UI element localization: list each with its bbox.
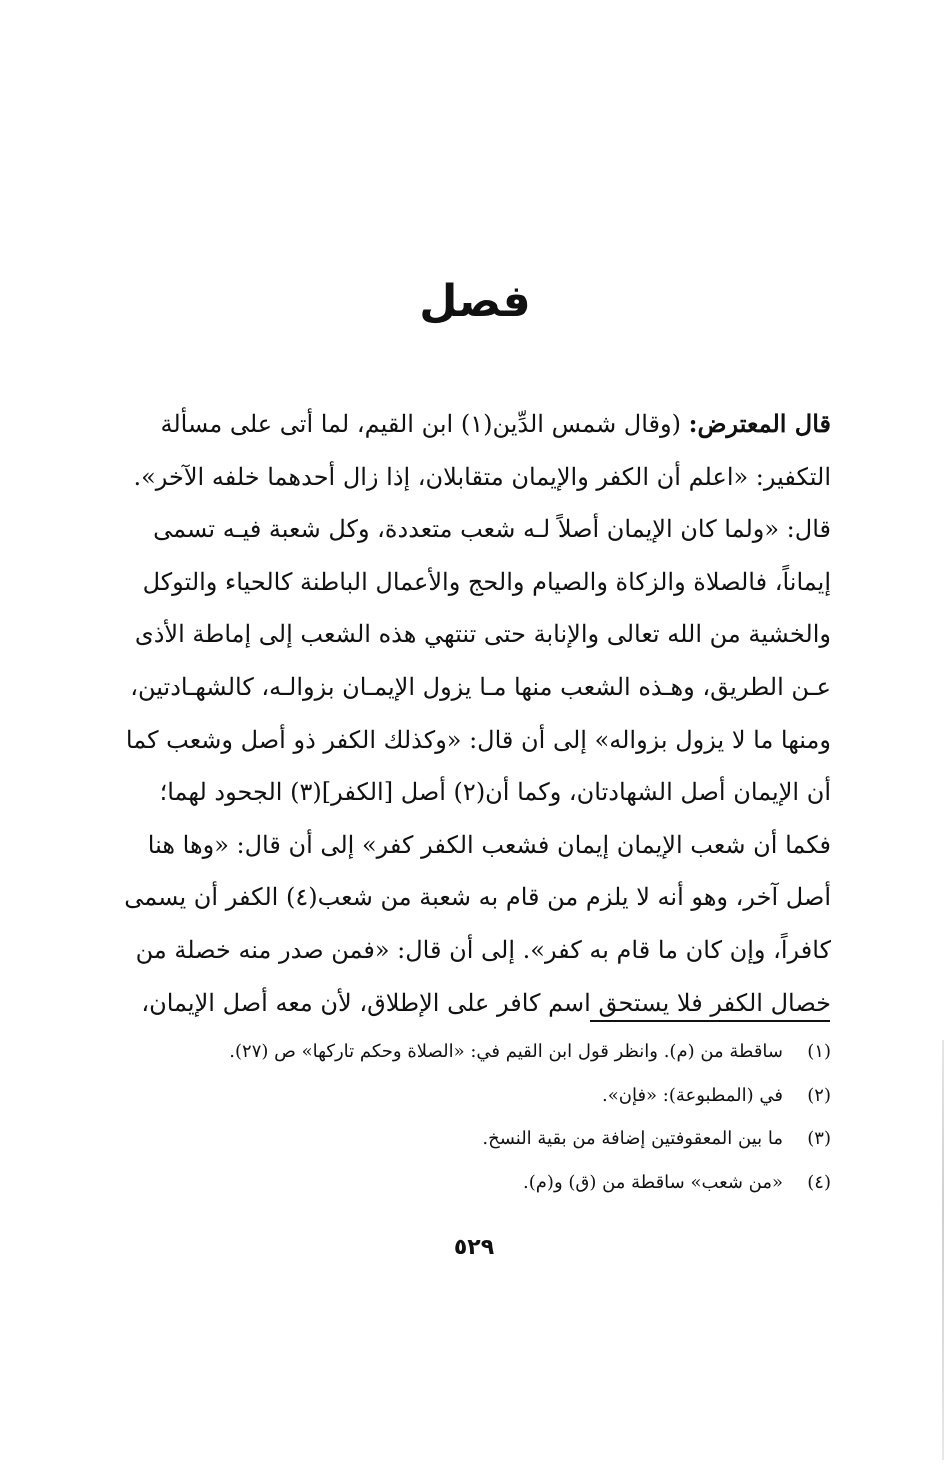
text-line-content: (وقال شمس الدِّين(١) ابن القيم، لما أتى على مسألة (160, 410, 681, 438)
text-line: إيماناً، فالصلاة والزكاة والصيام والحج والأعمال الباطنة كالحياء والتوكل (142, 567, 831, 596)
footnotes (107, 1030, 831, 1204)
text-line: أن الإيمان أصل الشهادتان، وكما أن(٢) أصل [الكفر](٣) الجحود لهما؛ (159, 778, 831, 807)
footnote-number: (٤) (807, 1171, 831, 1193)
footnote-number: (١) (807, 1041, 831, 1062)
section-heading: فصل (419, 276, 531, 327)
footnote-text: ما بين المعقوفتين إضافة من بقية النسخ. (482, 1128, 783, 1149)
text-line: ومنها ما لا يزول بزواله» إلى أن قال: «وكذلك الكفر ذو أصل وشعب كما (125, 725, 831, 754)
text-line: خصال الكفر فلا يستحق اسم كافر على الإطلاق، لأن معه أصل الإيمان، (141, 988, 831, 1017)
text-line: قال: «ولما كان الإيمان أصلاً لـه شعب متعددة، وكل شعبة فيـه تسمى (153, 515, 831, 544)
text-line: والخشية من الله تعالى والإنابة حتى تنتهي هذه الشعب إلى إماطة الأذى (134, 620, 831, 649)
scan-edge-shadow (942, 1040, 944, 1460)
footnote-divider (590, 1020, 830, 1022)
footnote-item (107, 1117, 831, 1161)
footnote-item (107, 1074, 831, 1118)
footnote-text: في (المطبوعة): «فإن». (602, 1084, 783, 1106)
page-number: ٥٢٩ (453, 1235, 495, 1260)
text-line: كافراً، وإن كان ما قام به كفر». إلى أن قال: «فمن صدر منه خصلة من (135, 935, 831, 964)
text-line: التكفير: «اعلم أن الكفر والإيمان متقابلان، إذا زال أحدهما خلفه الآخر». (133, 462, 831, 491)
main-text (107, 398, 831, 1029)
lead-phrase: قال المعترض: (688, 409, 831, 438)
footnote-text: «من شعب» ساقطة من (ق) و(م). (523, 1171, 783, 1193)
text-line: فكما أن شعب الإيمان إيمان فشعب الكفر كفر» إلى أن قال: «وها هنا (147, 830, 831, 859)
text-line: أصل آخر، وهو أنه لا يلزم من قام به شعبة من شعب(٤) الكفر أن يسمى (124, 883, 831, 912)
text-line: عـن الطريق، وهـذه الشعب منها مـا يزول الإيمـان بزوالـه، كالشهـادتين، (130, 672, 831, 701)
text-line (107, 398, 831, 451)
footnote-number: (٢) (807, 1084, 831, 1106)
footnote-item (107, 1030, 831, 1074)
footnote-text: ساقطة من (م). وانظر قول ابن القيم في: «الصلاة وحكم تاركها» ص (٢٧). (229, 1041, 783, 1062)
footnote-item (107, 1161, 831, 1205)
footnote-number: (٣) (807, 1128, 831, 1149)
